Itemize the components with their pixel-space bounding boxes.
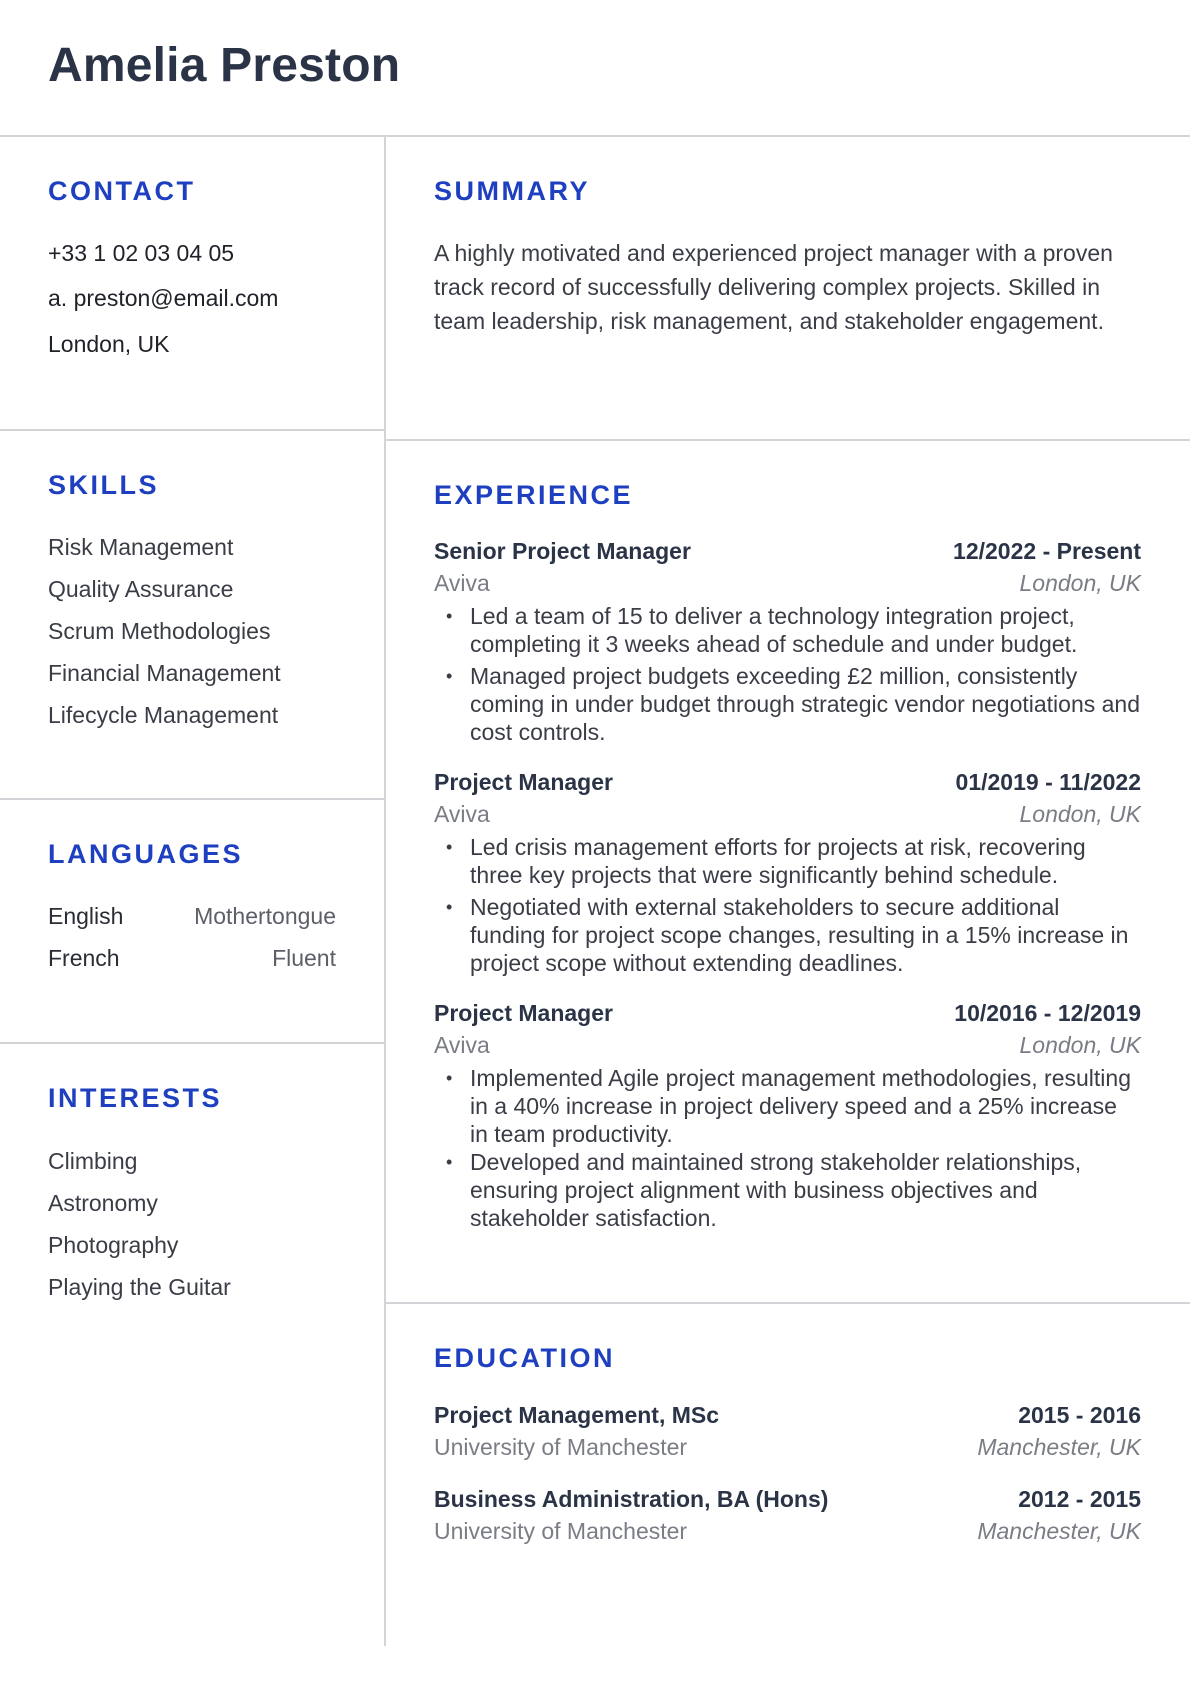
job-title: Project Manager xyxy=(434,1000,613,1026)
school-location: Manchester, UK xyxy=(977,1518,1141,1544)
column-divider xyxy=(384,136,386,1646)
language-level: Fluent xyxy=(272,945,336,971)
languages-heading: LANGUAGES xyxy=(48,839,244,869)
left-divider-3 xyxy=(0,1042,384,1044)
list-item: Scrum Methodologies xyxy=(48,618,271,644)
list-item: Climbing xyxy=(48,1148,138,1174)
degree-title: Project Management, MSc xyxy=(434,1402,720,1428)
contact-location: London, UK xyxy=(48,331,170,357)
job-bullets xyxy=(434,1064,1141,1232)
left-divider-1 xyxy=(0,429,384,431)
list-item: Financial Management xyxy=(48,660,281,686)
school-location: Manchester, UK xyxy=(977,1434,1141,1460)
resume-name: Amelia Preston xyxy=(48,39,401,92)
bullet-item: • Implemented Agile project management methodologies, resulting in a 40% increase in project delivery speed and a 25% increase in team productivity. xyxy=(434,1064,1141,1148)
job-title: Senior Project Manager xyxy=(434,538,691,564)
bullet-item: • Led a team of 15 to deliver a technology integration project, completing it 3 weeks ahead of schedule and under budget. xyxy=(434,602,1141,658)
summary-text: A highly motivated and experienced project manager with a proven track record of successfully delivering complex projects. Skilled in team leadership, risk management, and stakeholder engagement. xyxy=(434,240,1113,334)
education-dates: 2012 - 2015 xyxy=(1018,1486,1141,1512)
school-name: University of Manchester xyxy=(434,1434,688,1460)
contact-email: a. preston@email.com xyxy=(48,285,279,311)
job-location: London, UK xyxy=(1019,801,1141,827)
job-entry xyxy=(434,1000,1141,1232)
job-location: London, UK xyxy=(1019,1032,1141,1058)
degree-title: Business Administration, BA (Hons) xyxy=(434,1486,829,1512)
bullet-item: • Managed project budgets exceeding £2 million, consistently coming in under budget through strategic vendor negotiations and cost controls. xyxy=(434,662,1141,746)
list-item: Playing the Guitar xyxy=(48,1274,231,1300)
job-location: London, UK xyxy=(1019,570,1141,596)
list-item: Photography xyxy=(48,1232,179,1258)
interests-list xyxy=(48,1140,231,1308)
summary-heading: SUMMARY xyxy=(434,176,590,206)
skills-list xyxy=(48,526,281,736)
education-entry xyxy=(434,1402,1141,1466)
job-bullets xyxy=(434,833,1141,977)
right-divider-2 xyxy=(385,1302,1190,1304)
contact-phone: +33 1 02 03 04 05 xyxy=(48,240,235,266)
job-entry xyxy=(434,538,1141,746)
language-name: English xyxy=(48,903,124,929)
job-dates: 12/2022 - Present xyxy=(953,538,1141,564)
job-title: Project Manager xyxy=(434,769,613,795)
list-item: Quality Assurance xyxy=(48,576,234,602)
language-row xyxy=(48,937,336,979)
job-dates: 01/2019 - 11/2022 xyxy=(955,769,1141,795)
language-name: French xyxy=(48,945,120,971)
job-dates: 10/2016 - 12/2019 xyxy=(954,1000,1141,1026)
language-level: Mothertongue xyxy=(194,903,336,929)
education-dates: 2015 - 2016 xyxy=(1018,1402,1141,1428)
language-row xyxy=(48,895,336,937)
bullet-item: • Led crisis management efforts for projects at risk, recovering three key projects that were significantly behind schedule. xyxy=(434,833,1141,889)
list-item: Astronomy xyxy=(48,1190,158,1216)
skills-heading: SKILLS xyxy=(48,470,160,500)
contact-heading: CONTACT xyxy=(48,176,196,206)
list-item: Lifecycle Management xyxy=(48,702,279,728)
bullet-item: • Developed and maintained strong stakeholder relationships, ensuring project alignment with business objectives and stakeholder satisfaction. xyxy=(434,1148,1141,1232)
school-name: University of Manchester xyxy=(434,1518,688,1544)
interests-heading: INTERESTS xyxy=(48,1083,223,1113)
job-bullets xyxy=(434,602,1141,746)
education-entry xyxy=(434,1486,1141,1550)
right-divider-1 xyxy=(385,439,1190,441)
list-item: Risk Management xyxy=(48,534,234,560)
job-entry xyxy=(434,769,1141,977)
job-company: Aviva xyxy=(434,1032,490,1058)
job-company: Aviva xyxy=(434,801,490,827)
left-divider-2 xyxy=(0,798,384,800)
bullet-item: • Negotiated with external stakeholders to secure additional funding for project scope changes, resulting in a 15% increase in project scope without extending deadlines. xyxy=(434,893,1141,977)
header-divider xyxy=(0,135,1190,137)
job-company: Aviva xyxy=(434,570,490,596)
education-heading: EDUCATION xyxy=(434,1343,615,1373)
experience-heading: EXPERIENCE xyxy=(434,480,634,510)
